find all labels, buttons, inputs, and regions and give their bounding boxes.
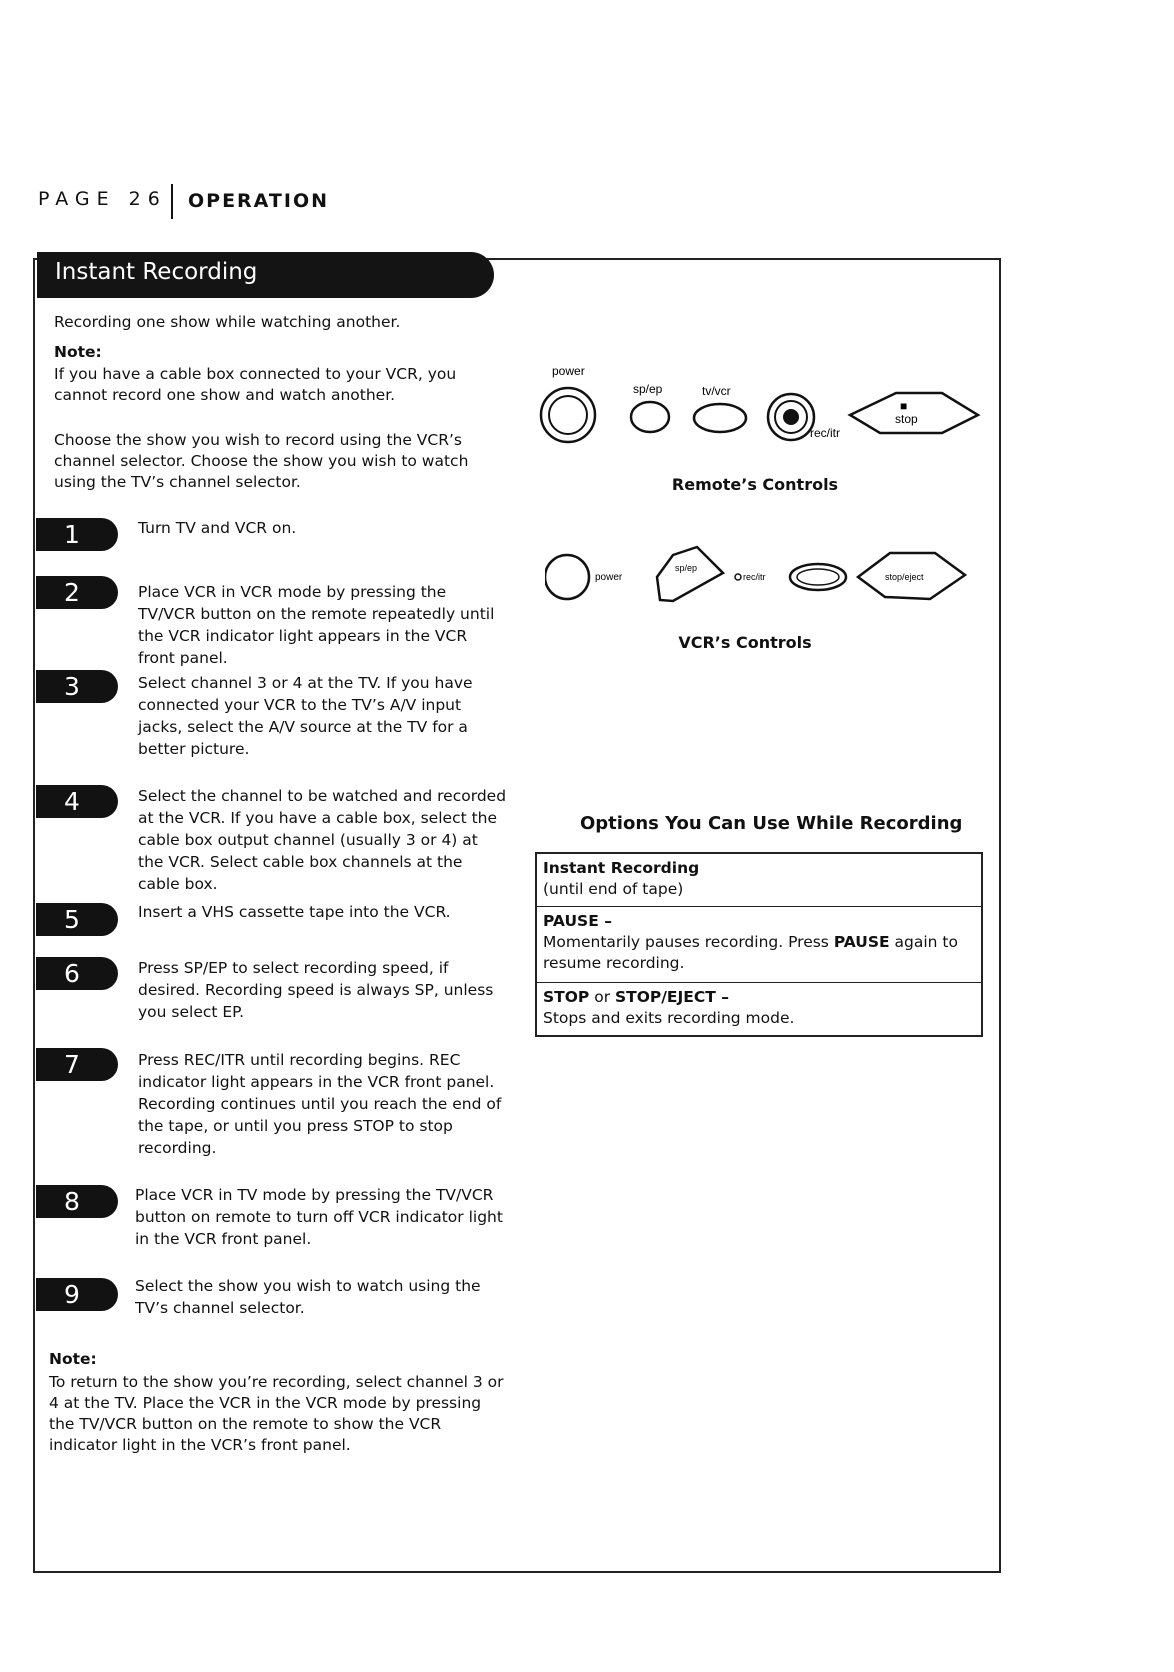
option-text-part: again to resume recording. [543,933,958,972]
vcr-spep-button-icon [657,547,723,601]
remote-recitr-label: rec/itr [810,426,840,440]
step-number: 4 [64,787,80,816]
step-number: 6 [64,959,80,988]
option-title: PAUSE – [543,912,612,930]
page-number: PAGE 26 [38,188,167,210]
option-title: Instant Recording [543,859,700,877]
step-number: 8 [64,1187,80,1216]
step-text: Select the channel to be watched and recorded at the VCR. If you have a cable box, select the cable box output channel (usually 3 or 4) at the VCR. Select cable box channels at the cable box. [138,787,507,893]
note-label: Note: [54,343,102,361]
remote-tvvcr-label: tv/vcr [702,384,731,398]
note-text: To return to the show you’re recording, select channel 3 or 4 at the TV. Place the VCR in the VCR mode by pressing the TV/VCR button on the remote to show the VCR indicator light in the VCR’s front panel. [49,1373,504,1454]
option-row [537,907,981,983]
step-badge [36,518,118,551]
vcr-spep-label: sp/ep [675,563,698,573]
remote-controls-caption: Remote’s Controls [671,475,839,494]
option-title-part: or [589,988,615,1006]
step-text: Turn TV and VCR on. [138,519,297,537]
option-row [537,854,981,907]
step-badge [36,670,118,703]
step-badge [36,576,118,609]
option-title-part: – [715,988,729,1006]
vcr-controls-caption: VCR’s Controls [678,633,812,652]
option-title-part: STOP/EJECT [615,988,716,1006]
option-title-part: STOP [543,988,590,1006]
note-text: If you have a cable box connected to your VCR, you cannot record one show and watch another. [54,365,457,404]
step-number: 7 [64,1050,80,1079]
section-heading: OPERATION [188,190,329,212]
remote-controls-illustration [530,360,990,460]
option-text: Stops and exits recording mode. [543,1009,795,1027]
power-button-icon [541,388,595,442]
option-row [537,983,981,1035]
step-number: 3 [64,672,80,701]
options-title: Options You Can Use While Recording [580,813,963,834]
note-label: Note: [49,1350,97,1368]
header-divider [171,184,173,219]
vcr-power-button-icon [545,555,589,599]
vcr-power-label: power [595,572,623,583]
step-text: Select channel 3 or 4 at the TV. If you have connected your VCR to the TV’s A/V input jacks, select the A/V source at the TV for a better picture. [138,674,473,758]
step-badge [36,1048,118,1081]
tvvcr-button-icon [694,404,746,432]
step-text: Select the show you wish to watch using the TV’s channel selector. [135,1277,481,1317]
remote-stop-symbol: ■ [900,399,908,413]
option-text-bold: PAUSE [833,933,890,951]
option-title [543,987,975,1008]
remote-power-label: power [552,364,585,378]
vcr-record-button-icon [790,564,846,590]
step-badge [36,1278,118,1311]
spep-button-icon [631,402,669,432]
vcr-rec-indicator-icon [735,574,741,580]
step-number: 9 [64,1280,80,1309]
step-number: 5 [64,905,80,934]
step-text: Place VCR in TV mode by pressing the TV/VCR button on remote to turn off VCR indicator light in the VCR front panel. [135,1186,503,1248]
vcr-controls-illustration [545,535,985,625]
step-text: Place VCR in VCR mode by pressing the TV/VCR button on the remote repeatedly until the VCR indicator light appears in the VCR front panel. [138,583,495,667]
option-text-part: Momentarily pauses recording. Press [543,933,834,951]
remote-spep-label: sp/ep [633,382,663,396]
vcr-recitr-label: rec/itr [743,572,766,582]
intro-text: Recording one show while watching another. [54,313,401,331]
option-text: (until end of tape) [543,880,684,898]
step-text: Press SP/EP to select recording speed, if desired. Recording speed is always SP, unless you select EP. [138,959,494,1021]
section-title: Instant Recording [55,259,258,285]
step-text: Insert a VHS cassette tape into the VCR. [138,903,451,921]
section-title-bar [37,252,494,298]
choose-text: Choose the show you wish to record using the VCR’s channel selector. Choose the show you wish to watch using the TV’s channel selector. [54,431,469,491]
step-number: 1 [64,520,80,549]
vcr-stop-eject-label: stop/eject [885,572,924,582]
remote-stop-label: stop [895,412,918,426]
step-badge [36,957,118,990]
step-badge [36,1185,118,1218]
step-badge [36,903,118,936]
step-badge [36,785,118,818]
recitr-button-icon [768,394,814,440]
options-table [535,852,983,1037]
option-text [543,932,975,974]
step-text: Press REC/ITR until recording begins. REC indicator light appears in the VCR front panel. Recording continues until you reach the end of the tape, or until you press STOP to stop recording. [138,1051,502,1157]
step-number: 2 [64,578,80,607]
